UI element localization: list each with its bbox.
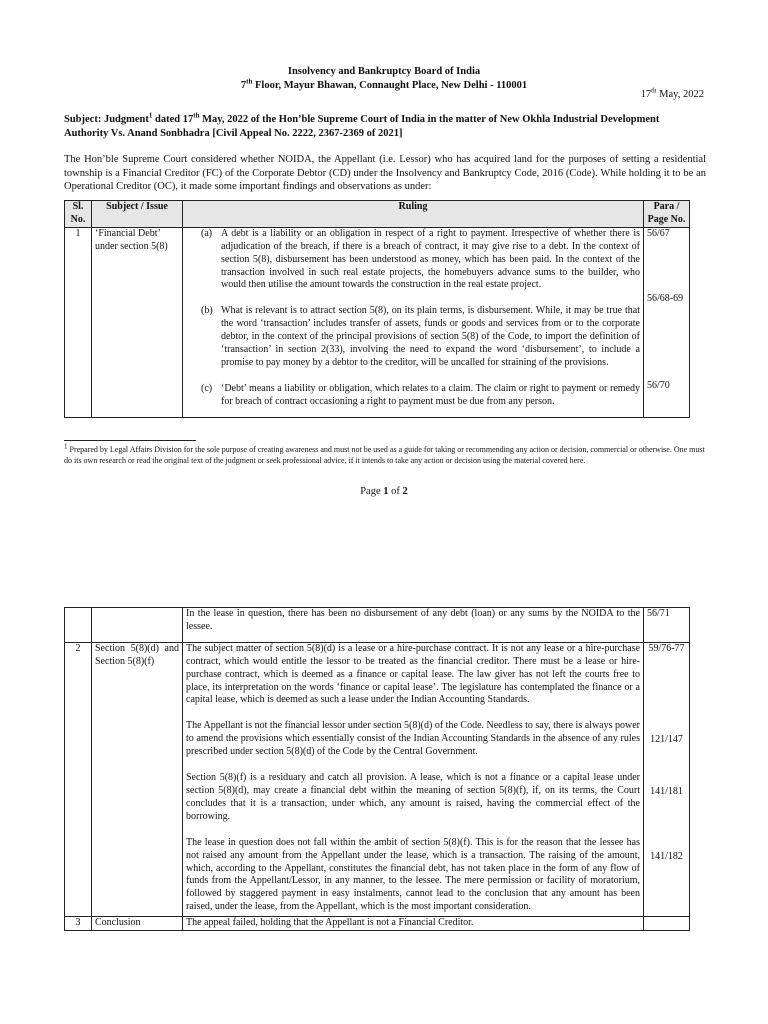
ruling-item: (b) What is relevant is to attract section 5(8), on its plain terms, is disbursement. While, it may be true that the word ‘transaction’ includes transfer of assets, funds or goods and services from or to the corporate debtor, in the context of the principal provisions of section 5(8) of the Code, to import the definition of ‘transaction’ in section 2(33), involving the need to expand the word ‘disbursement’, to include a promise to pay money by a debtor to the creditor, will be uncalled for straining of the provisions. [201,305,640,368]
row-ruling: The appeal failed, holding that the Appellant is not a Financial Creditor. [183,917,644,931]
ruling-item: The subject matter of section 5(8)(d) is a lease or a hire-purchase contract. It is not any lease or a hire-purchase contract, which would entitle the lessor to be treated as the financial creditor. There must be a lease or hire-purchase contract, which is deemed as a finance or capital lease. The law giver has not left the courts free to place, its interpretation on the words ‘finance or capital lease’. The legislature has contemplated the finance or a capital lease, which is deemed as such a lease under the Indian Accounting Standards. [186,642,640,706]
document-date: 17th May, 2022 [640,86,704,100]
table-row [65,642,690,916]
header-sl: Sl. No. [65,201,92,228]
rulings-table-page1 [64,200,690,418]
rulings-table-page2 [64,607,690,931]
row-para: 56/71 [644,608,690,643]
row-subject: ‘Financial Debt’ under section 5(8) [92,227,183,417]
row-subject: Section 5(8)(d) and Section 5(8)(f) [92,642,183,916]
row-sl: 3 [65,917,92,931]
intro-paragraph: The Hon’ble Supreme Court considered whether NOIDA, the Appellant (i.e. Lessor) who has acquired land for the purposes of setting a residential township is a Financial Creditor (FC) of the Corporate Debtor (CD) under the Insolvency and Bankruptcy Code, 2016 (Code). While holding it to be an Operational Creditor (OC), it made some important findings and observations as under: [64,154,706,192]
footnote-divider [64,440,196,441]
header-subject: Subject / Issue [92,201,183,228]
row-para: 56/67 56/68-69 56/70 [644,227,690,417]
footnote: $^1$ Prepared by Legal Affairs Division for the sole purpose of creating awareness and must not be used as a guide for taking or recommending any action or decision, commercial or otherwise. One must do its own research or read the original text of the judgment or seek professional advice, if it intends to take any action or decision using the material covered here. [64,442,705,465]
header-ruling: Ruling [183,201,644,228]
row-ruling [183,227,644,417]
table-row [65,227,690,417]
ruling-item: The Appellant is not the financial lessor under section 5(8)(d) of the Code. Needless to say, there is always power to amend the provisions which essentially consist of the Indian Accounting Standards in the absence of any rules prescribed under section 5(8)(d) of the Code by the Central Government. [186,720,640,758]
footnote-ref[interactable]: 1 [148,111,153,120]
row-ruling: In the lease in question, there has been no disbursement of any debt (loan) or any sums by the NOIDA to the lessee. [183,608,644,643]
organization-name: Insolvency and Bankruptcy Board of India [287,66,481,77]
table-header-row [65,201,690,228]
header-para: Para / Page No. [644,201,690,228]
subject-line: Subject: Judgment$^1$ dated 17th May, 2022 of the Hon’ble Supreme Court of India in the matter of New Okhla Industrial Development Authority Vs. Anand Sonbhadra [Civil Appeal No. 2222, 2367-2369 of 2021] [64,111,660,139]
row-sl: 1 [65,227,92,417]
ruling-item: Section 5(8)(f) is a residuary and catch all provision. A lease, which is not a finance or a capital lease under section 5(8)(d), may create a financial debt within the meaning of section 5(8)(f), if, on its terms, the Court concludes that it is a transaction, under which, any amount is raised, having the commercial effect of the borrowing. [186,772,640,822]
row-sl: 2 [65,642,92,916]
table-row [65,608,690,643]
row-subject: Conclusion [92,917,183,931]
ruling-item: The lease in question does not fall within the ambit of section 5(8)(f). This is for the reason that the lessee has not raised any amount from the Appellant under the lease, which is a transaction. The raising of the amount, which, according to the Appellant, constitutes the financial debt, has not taken place in the form of any flow of funds from the Appellant/Lessor, in any manner, to the lessee. The mere permission or facility of moratorium, followed by staggered payment in easy instalments, cannot lead to the conclusion that any amount has been raised, under the lease, from the Appellant, which is the most important consideration. [186,836,640,913]
table-row [65,917,690,931]
row-para [644,917,690,931]
ruling-item: (c) ‘Debt’ means a liability or obligation, which relates to a claim. The claim or right to payment or remedy for breach of contract occasioning a right to payment must be due from any person. [201,382,640,407]
ruling-item: (a) A debt is a liability or an obligation in respect of a right to payment. Irrespective of whether there is adjudication of the breach, if there is a breach of contract, it may give rise to a debt. In the context of section 5(8), disbursement has been understood as money, which has been paid. In the context of the transaction involved in such real estate projects, the homebuyers advance sums to the builder, who would then utilise the amount towards the construction in the real estate project. [201,227,640,291]
row-para: 59/76-77 121/147 141/181 141/182 [644,642,690,916]
page-number: Page 1 of 2 [360,486,408,497]
organization-address: 7th Floor, Mayur Bhawan, Connaught Place, New Delhi - 110001 [240,77,528,91]
row-ruling [183,642,644,916]
